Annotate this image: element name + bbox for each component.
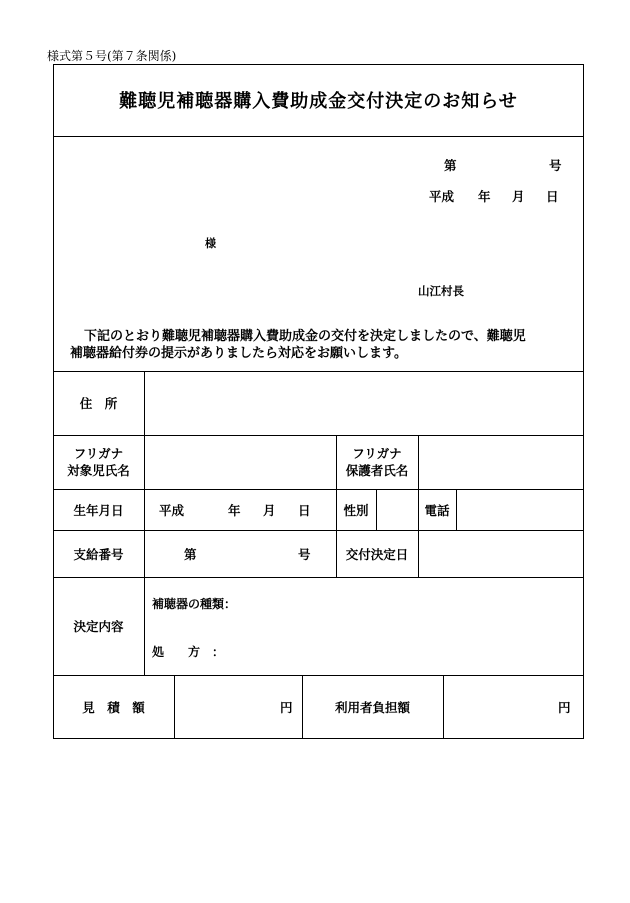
supply-prefix: 第	[184, 546, 197, 562]
user-burden-unit: 円	[558, 700, 571, 715]
address-label: 住 所	[79, 396, 118, 411]
birth-era: 平成	[159, 502, 185, 518]
guardian-name-text: 保護者氏名	[345, 463, 409, 478]
estimate-unit: 円	[280, 700, 293, 715]
document-title: 難聴児補聴器購入費助成金交付決定のお知らせ	[119, 91, 518, 112]
issuer-mayor: 山江村長	[418, 284, 464, 298]
date-year: 年	[478, 189, 491, 204]
guardian-kana-label: フリガナ	[352, 446, 402, 461]
sex-value-line	[376, 489, 377, 530]
birth-label: 生年月日	[73, 502, 124, 518]
notice-line-2: 補聴器給付券の提示がありましたら対応をお願いします。	[70, 346, 407, 361]
number-suffix: 号	[549, 158, 562, 173]
number-prefix: 第	[444, 158, 457, 173]
child-name-text: 対象児氏名	[67, 463, 130, 478]
birth-day: 日	[298, 502, 311, 518]
date-month: 月	[512, 189, 525, 204]
guardian-name-label	[336, 435, 418, 489]
date-era: 平成	[429, 189, 455, 204]
estimate-value-line	[174, 675, 175, 739]
user-burden-label: 利用者負担額	[334, 700, 410, 715]
child-kana-label: フリガナ	[73, 446, 124, 461]
honorific-sama: 様	[205, 237, 216, 250]
birth-year: 年	[228, 502, 241, 518]
notice-text	[70, 328, 580, 362]
label-column-line	[144, 371, 145, 675]
child-name-label	[53, 435, 144, 489]
notice-line-1: 下記のとおり難聴児補聴器購入費助成金の交付を決定しましたので、難聴児	[84, 329, 526, 344]
device-type-label: 補聴器の種類：	[152, 597, 237, 611]
divider-title	[53, 136, 584, 137]
phone-value-line	[456, 489, 457, 530]
supply-suffix: 号	[298, 546, 311, 562]
supply-number-label: 支給番号	[73, 546, 124, 562]
phone-label: 電話	[424, 502, 450, 518]
form-number: 様式第５号(第７条関係)	[47, 49, 177, 63]
estimate-label: 見 積 額	[82, 700, 145, 715]
prescription-label: 処 方 ：	[152, 645, 225, 659]
decision-content-label: 決定内容	[73, 619, 124, 634]
burden-label-line-right	[443, 675, 444, 739]
decision-date-label: 交付決定日	[345, 546, 409, 562]
sex-label: 性別	[343, 502, 369, 518]
date-day: 日	[546, 189, 559, 204]
birth-month: 月	[263, 502, 276, 518]
